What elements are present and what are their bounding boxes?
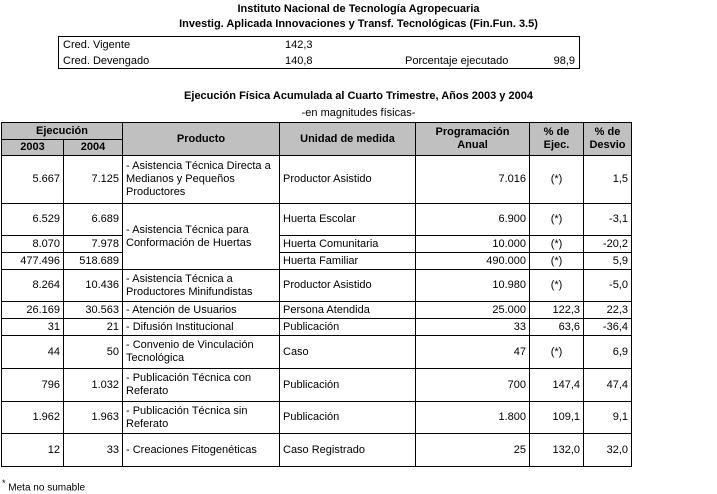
cell-programacion: 700 — [416, 369, 530, 402]
cell-pct-ejec: (*) — [530, 236, 584, 253]
cell-2003: 44 — [2, 336, 64, 369]
cell-unidad: Publicación — [280, 402, 416, 434]
table-row — [2, 204, 632, 236]
section-subtitle: -en magnitudes físicas- — [301, 107, 416, 119]
header-unidad: Unidad de medida — [280, 123, 416, 156]
cell-pct-desvio: 6,9 — [584, 336, 632, 369]
cell-pct-ejec: (*) — [530, 204, 584, 236]
cell-producto: - Asistencia Técnica a Productores Minifundistas — [123, 270, 280, 302]
cell-2004: 6.689 — [64, 204, 123, 236]
header-2004: 2004 — [64, 140, 123, 156]
header-2003: 2003 — [2, 140, 64, 156]
cell-2004: 33 — [64, 434, 123, 467]
cell-2004: 518.689 — [64, 253, 123, 270]
cell-producto: - Convenio de Vinculación Tecnológica — [123, 336, 280, 369]
cell-pct-desvio: 5,9 — [584, 253, 632, 270]
cell-unidad: Huerta Comunitaria — [280, 236, 416, 253]
table-row — [2, 270, 632, 302]
porcentaje-ejecutado-label: Porcentaje ejecutado — [405, 55, 509, 67]
credito-devengado-value: 140,8 — [285, 55, 313, 67]
cell-programacion: 490.000 — [416, 253, 530, 270]
header-pct-desvio: % de Desvio — [584, 123, 632, 156]
cell-pct-ejec: 109,1 — [530, 402, 584, 434]
cell-pct-desvio: -20,2 — [584, 236, 632, 253]
cell-unidad: Caso — [280, 336, 416, 369]
table-row — [2, 434, 632, 467]
cell-pct-desvio: -3,1 — [584, 204, 632, 236]
cell-pct-ejec: (*) — [530, 270, 584, 302]
cell-unidad: Productor Asistido — [280, 156, 416, 204]
cell-producto: - Publicación Técnica sin Referato — [123, 402, 280, 434]
footnote — [2, 478, 85, 493]
cell-programacion: 7.016 — [416, 156, 530, 204]
cell-pct-ejec: (*) — [530, 336, 584, 369]
table-row — [2, 253, 632, 270]
cell-pct-desvio: 1,5 — [584, 156, 632, 204]
table-row — [2, 369, 632, 402]
cell-pct-desvio: 22,3 — [584, 302, 632, 319]
budget-box — [58, 36, 580, 69]
cell-programacion: 33 — [416, 319, 530, 336]
section-title: Ejecución Física Acumulada al Cuarto Trimestre, Años 2003 y 2004 — [184, 90, 533, 102]
header-producto: Producto — [123, 123, 280, 156]
table-row — [2, 402, 632, 434]
cell-unidad: Publicación — [280, 319, 416, 336]
execution-table — [1, 122, 632, 467]
cell-producto: - Asistencia Técnica Directa a Medianos y Pequeños Productores — [123, 156, 280, 204]
cell-programacion: 25.000 — [416, 302, 530, 319]
cell-pct-desvio: 32,0 — [584, 434, 632, 467]
cell-pct-ejec: (*) — [530, 253, 584, 270]
credito-vigente-label: Cred. Vigente — [63, 39, 131, 51]
cell-pct-ejec: 132,0 — [530, 434, 584, 467]
cell-2003: 31 — [2, 319, 64, 336]
header-programacion: Programación Anual — [416, 123, 530, 156]
table-row — [2, 156, 632, 204]
cell-2003: 1.962 — [2, 402, 64, 434]
cell-unidad: Persona Atendida — [280, 302, 416, 319]
cell-pct-ejec: 122,3 — [530, 302, 584, 319]
cell-unidad: Huerta Escolar — [280, 204, 416, 236]
institution-title: Instituto Nacional de Tecnología Agropecuaria — [237, 3, 480, 15]
cell-2004: 1.032 — [64, 369, 123, 402]
cell-programacion: 10.980 — [416, 270, 530, 302]
cell-2003: 8.070 — [2, 236, 64, 253]
cell-programacion: 6.900 — [416, 204, 530, 236]
cell-2004: 7.125 — [64, 156, 123, 204]
cell-2003: 477.496 — [2, 253, 64, 270]
table-row — [2, 336, 632, 369]
cell-2004: 21 — [64, 319, 123, 336]
cell-programacion: 47 — [416, 336, 530, 369]
cell-2003: 26.169 — [2, 302, 64, 319]
cell-producto: - Publicación Técnica con Referato — [123, 369, 280, 402]
porcentaje-ejecutado-value: 98,9 — [553, 55, 575, 67]
cell-2004: 50 — [64, 336, 123, 369]
footnote-text: Meta no sumable — [5, 482, 86, 494]
cell-2004: 30.563 — [64, 302, 123, 319]
footnote-mark: * — [2, 478, 6, 488]
cell-unidad: Huerta Familiar — [280, 253, 416, 270]
cell-unidad: Publicación — [280, 369, 416, 402]
cell-pct-ejec: 147,4 — [530, 369, 584, 402]
cell-2003: 8.264 — [2, 270, 64, 302]
cell-pct-desvio: -5,0 — [584, 270, 632, 302]
cell-2003: 6.529 — [2, 204, 64, 236]
table-row — [2, 319, 632, 336]
header-row-1 — [2, 123, 632, 140]
cell-programacion: 10.000 — [416, 236, 530, 253]
cell-producto: - Asistencia Técnica para Conformación de Huertas — [123, 204, 280, 270]
cell-pct-desvio: -36,4 — [584, 319, 632, 336]
cell-pct-ejec: (*) — [530, 156, 584, 204]
cell-2004: 10.436 — [64, 270, 123, 302]
header-pct-ejec: % de Ejec. — [530, 123, 584, 156]
cell-pct-desvio: 9,1 — [584, 402, 632, 434]
header-ejecucion: Ejecución — [2, 123, 123, 140]
cell-2003: 5.667 — [2, 156, 64, 204]
table-row — [2, 236, 632, 253]
cell-producto: - Difusión Institucional — [123, 319, 280, 336]
cell-unidad: Caso Registrado — [280, 434, 416, 467]
credito-devengado-label: Cred. Devengado — [63, 55, 150, 67]
cell-pct-ejec: 63,6 — [530, 319, 584, 336]
program-title: Investig. Aplicada Innovaciones y Transf. Tecnológicas (Fin.Fun. 3.5) — [179, 18, 538, 30]
cell-producto: - Creaciones Fitogenéticas — [123, 434, 280, 467]
cell-2004: 7.978 — [64, 236, 123, 253]
cell-2004: 1.963 — [64, 402, 123, 434]
cell-2003: 796 — [2, 369, 64, 402]
credito-vigente-value: 142,3 — [285, 39, 313, 51]
cell-pct-desvio: 47,4 — [584, 369, 632, 402]
cell-programacion: 25 — [416, 434, 530, 467]
cell-producto: - Atención de Usuarios — [123, 302, 280, 319]
table-row — [2, 302, 632, 319]
cell-programacion: 1.800 — [416, 402, 530, 434]
cell-2003: 12 — [2, 434, 64, 467]
cell-unidad: Productor Asistido — [280, 270, 416, 302]
